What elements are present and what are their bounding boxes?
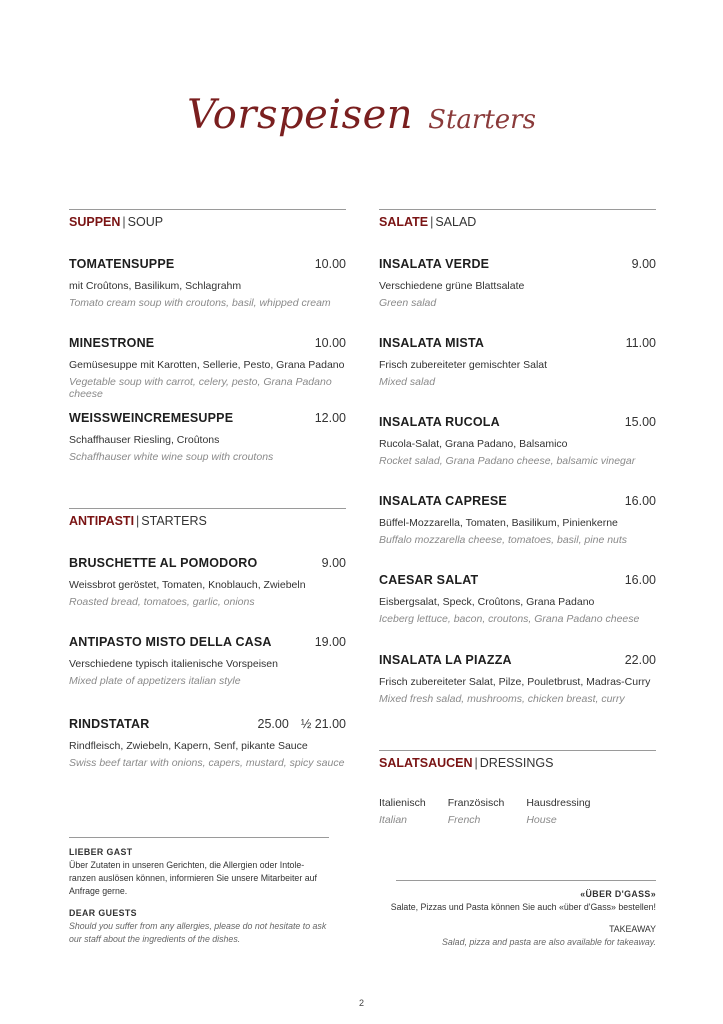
section-header-salad: SALATE | SALAD	[379, 215, 477, 229]
item-description-de: Frisch zubereiteter gemischter Salat	[379, 359, 548, 371]
item-description-en: Vegetable soup with carrot, celery, pesto, Grana Padano cheese	[69, 376, 332, 400]
takeaway-title-en: TAKEAWAY	[609, 924, 656, 934]
item-price: 16.00	[624, 573, 656, 587]
item-description-de: Rucola-Salat, Grana Padano, Balsamico	[379, 438, 568, 450]
section-divider	[379, 209, 656, 210]
dressing-name-de: Französisch	[447, 797, 505, 809]
dressing-list	[379, 797, 591, 826]
dressing-name-de: Italienisch	[379, 797, 426, 809]
title-english: Starters	[428, 105, 536, 135]
item-description-en: Buffalo mozzarella cheese, tomatoes, basil, pine nuts	[379, 534, 628, 546]
item-price: 25.00	[257, 717, 289, 731]
menu-item-bruschette	[69, 556, 346, 608]
note-text-en-line: Should you suffer from any allergies, please do not hesitate to ask	[69, 921, 327, 931]
item-description-de: Frisch zubereiteter Salat, Pilze, Pouletbrust, Madras-Curry	[379, 676, 651, 688]
section-divider	[69, 209, 346, 210]
section-title-en: SALAD	[435, 215, 477, 229]
menu-item-insalata-verde	[379, 257, 656, 309]
item-description-de: Schaffhauser Riesling, Croûtons	[69, 434, 220, 446]
item-name: INSALATA VERDE	[379, 257, 490, 271]
item-description-en: Roasted bread, tomatoes, garlic, onions	[69, 596, 255, 608]
item-description-en: Green salad	[379, 297, 437, 309]
section-title-de: ANTIPASTI	[69, 514, 135, 528]
menu-item-insalata-mista	[379, 336, 656, 388]
note-text-de-line: ranzen auslösen können, informieren Sie unsere Mitarbeiter auf	[69, 873, 317, 883]
note-title-en: DEAR GUESTS	[69, 908, 137, 918]
menu-item-weissweincremesuppe	[69, 411, 346, 463]
item-description-en: Swiss beef tartar with onions, capers, mustard, spicy sauce	[69, 757, 345, 769]
item-description-de: Rindfleisch, Zwiebeln, Kapern, Senf, pikante Sauce	[69, 740, 308, 752]
note-divider-left	[69, 837, 329, 838]
item-name: RINDSTATAR	[69, 717, 150, 731]
section-title-en: SOUP	[127, 215, 164, 229]
item-price: 9.00	[321, 556, 346, 570]
item-description-de: Büffel-Mozzarella, Tomaten, Basilikum, Pinienkerne	[379, 517, 618, 529]
item-name: INSALATA RUCOLA	[379, 415, 500, 429]
item-name: BRUSCHETTE AL POMODORO	[69, 556, 258, 570]
item-name: ANTIPASTO MISTO DELLA CASA	[69, 635, 272, 649]
item-price: 9.00	[631, 257, 656, 271]
note-title-de: LIEBER GAST	[69, 847, 133, 857]
page-title	[0, 92, 723, 138]
note-text-de-line: Über Zutaten in unseren Gerichten, die Allergien oder Intole-	[69, 860, 305, 870]
item-description-en: Rocket salad, Grana Padano cheese, balsamic vinegar	[379, 455, 636, 467]
section-title-en: DRESSINGS	[479, 756, 554, 770]
menu-item-antipasto-misto	[69, 635, 346, 687]
item-price: 15.00	[624, 415, 656, 429]
section-title-de: SALATSAUCEN	[379, 756, 473, 770]
section-title-de: SUPPEN	[69, 215, 121, 229]
dressing-item	[379, 797, 426, 826]
menu-item-tomatensuppe	[69, 257, 346, 309]
dressing-item	[526, 797, 590, 826]
item-description-de: Eisbergsalat, Speck, Croûtons, Grana Padano	[379, 596, 595, 608]
item-name: TOMATENSUPPE	[69, 257, 175, 271]
section-title-en: STARTERS	[141, 514, 207, 528]
item-description-de: Weissbrot geröstet, Tomaten, Knoblauch, Zwiebeln	[69, 579, 306, 591]
menu-item-rindstatar	[69, 717, 346, 769]
menu-item-insalata-rucola	[379, 415, 656, 467]
item-description-de: Verschiedene typisch italienische Vorspeisen	[69, 658, 278, 670]
item-description-de: Gemüsesuppe mit Karotten, Sellerie, Pesto, Grana Padano	[69, 359, 345, 371]
item-description-en: Tomato cream soup with croutons, basil, whipped cream	[69, 297, 331, 309]
takeaway-text-de: Salate, Pizzas und Pasta können Sie auch «über d'Gass» bestellen!	[390, 902, 656, 912]
takeaway-text-en: Salad, pizza and pasta are also available for takeaway.	[441, 937, 656, 947]
item-name: CAESAR SALAT	[379, 573, 479, 587]
item-description-en: Mixed salad	[379, 376, 436, 388]
allergy-note	[69, 846, 339, 946]
item-price: 11.00	[625, 336, 656, 350]
item-price-half: ½ 21.00	[300, 717, 346, 731]
note-text-de-line: Anfrage gerne.	[69, 886, 128, 896]
item-name: MINESTRONE	[69, 336, 155, 350]
item-name: INSALATA CAPRESE	[379, 494, 507, 508]
page-number: 2	[358, 998, 364, 1008]
item-description-en: Mixed plate of appetizers italian style	[69, 675, 241, 687]
item-prices	[258, 717, 346, 731]
item-price: 16.00	[624, 494, 656, 508]
section-divider	[379, 750, 656, 751]
item-name: WEISSWEINCREMESUPPE	[69, 411, 234, 425]
menu-item-insalata-la-piazza	[379, 653, 656, 705]
section-divider	[69, 508, 346, 509]
item-description-en: Iceberg lettuce, bacon, croutons, Grana Padano cheese	[379, 613, 640, 625]
section-header-dressings: SALATSAUCEN | DRESSINGS	[379, 756, 554, 770]
item-price: 12.00	[314, 411, 346, 425]
dressing-name-en: Italian	[379, 814, 408, 826]
section-header-antipasti: ANTIPASTI | STARTERS	[69, 514, 207, 528]
item-name: INSALATA LA PIAZZA	[379, 653, 512, 667]
item-price: 19.00	[314, 635, 346, 649]
menu-item-minestrone	[69, 336, 346, 400]
section-title-de: SALATE	[379, 215, 429, 229]
note-divider-right	[396, 880, 656, 881]
item-description-de: Verschiedene grüne Blattsalate	[379, 280, 525, 292]
item-description-en: Mixed fresh salad, mushrooms, chicken breast, curry	[379, 693, 625, 705]
item-name: INSALATA MISTA	[379, 336, 485, 350]
takeaway-title-de: «ÜBER D'GASS»	[580, 889, 656, 899]
takeaway-note	[380, 888, 656, 949]
dressing-item	[448, 797, 505, 826]
title-german: Vorspeisen	[187, 92, 414, 138]
right-column	[379, 209, 656, 829]
section-header-soup: SUPPEN | SOUP	[69, 215, 164, 229]
dressing-name-de: Hausdressing	[526, 797, 591, 809]
item-description-de: mit Croûtons, Basilikum, Schlagrahm	[69, 280, 242, 292]
menu-item-insalata-caprese	[379, 494, 656, 546]
dressing-name-en: French	[447, 814, 481, 826]
item-price: 10.00	[314, 257, 346, 271]
item-price: 22.00	[624, 653, 656, 667]
item-description-en: Schaffhauser white wine soup with croutons	[69, 451, 274, 463]
note-text-en-line: our staff about the ingredients of the dishes.	[69, 934, 241, 944]
menu-item-caesar-salat	[379, 573, 656, 625]
dressing-name-en: House	[526, 814, 557, 826]
item-price: 10.00	[314, 336, 346, 350]
left-column	[69, 209, 346, 799]
